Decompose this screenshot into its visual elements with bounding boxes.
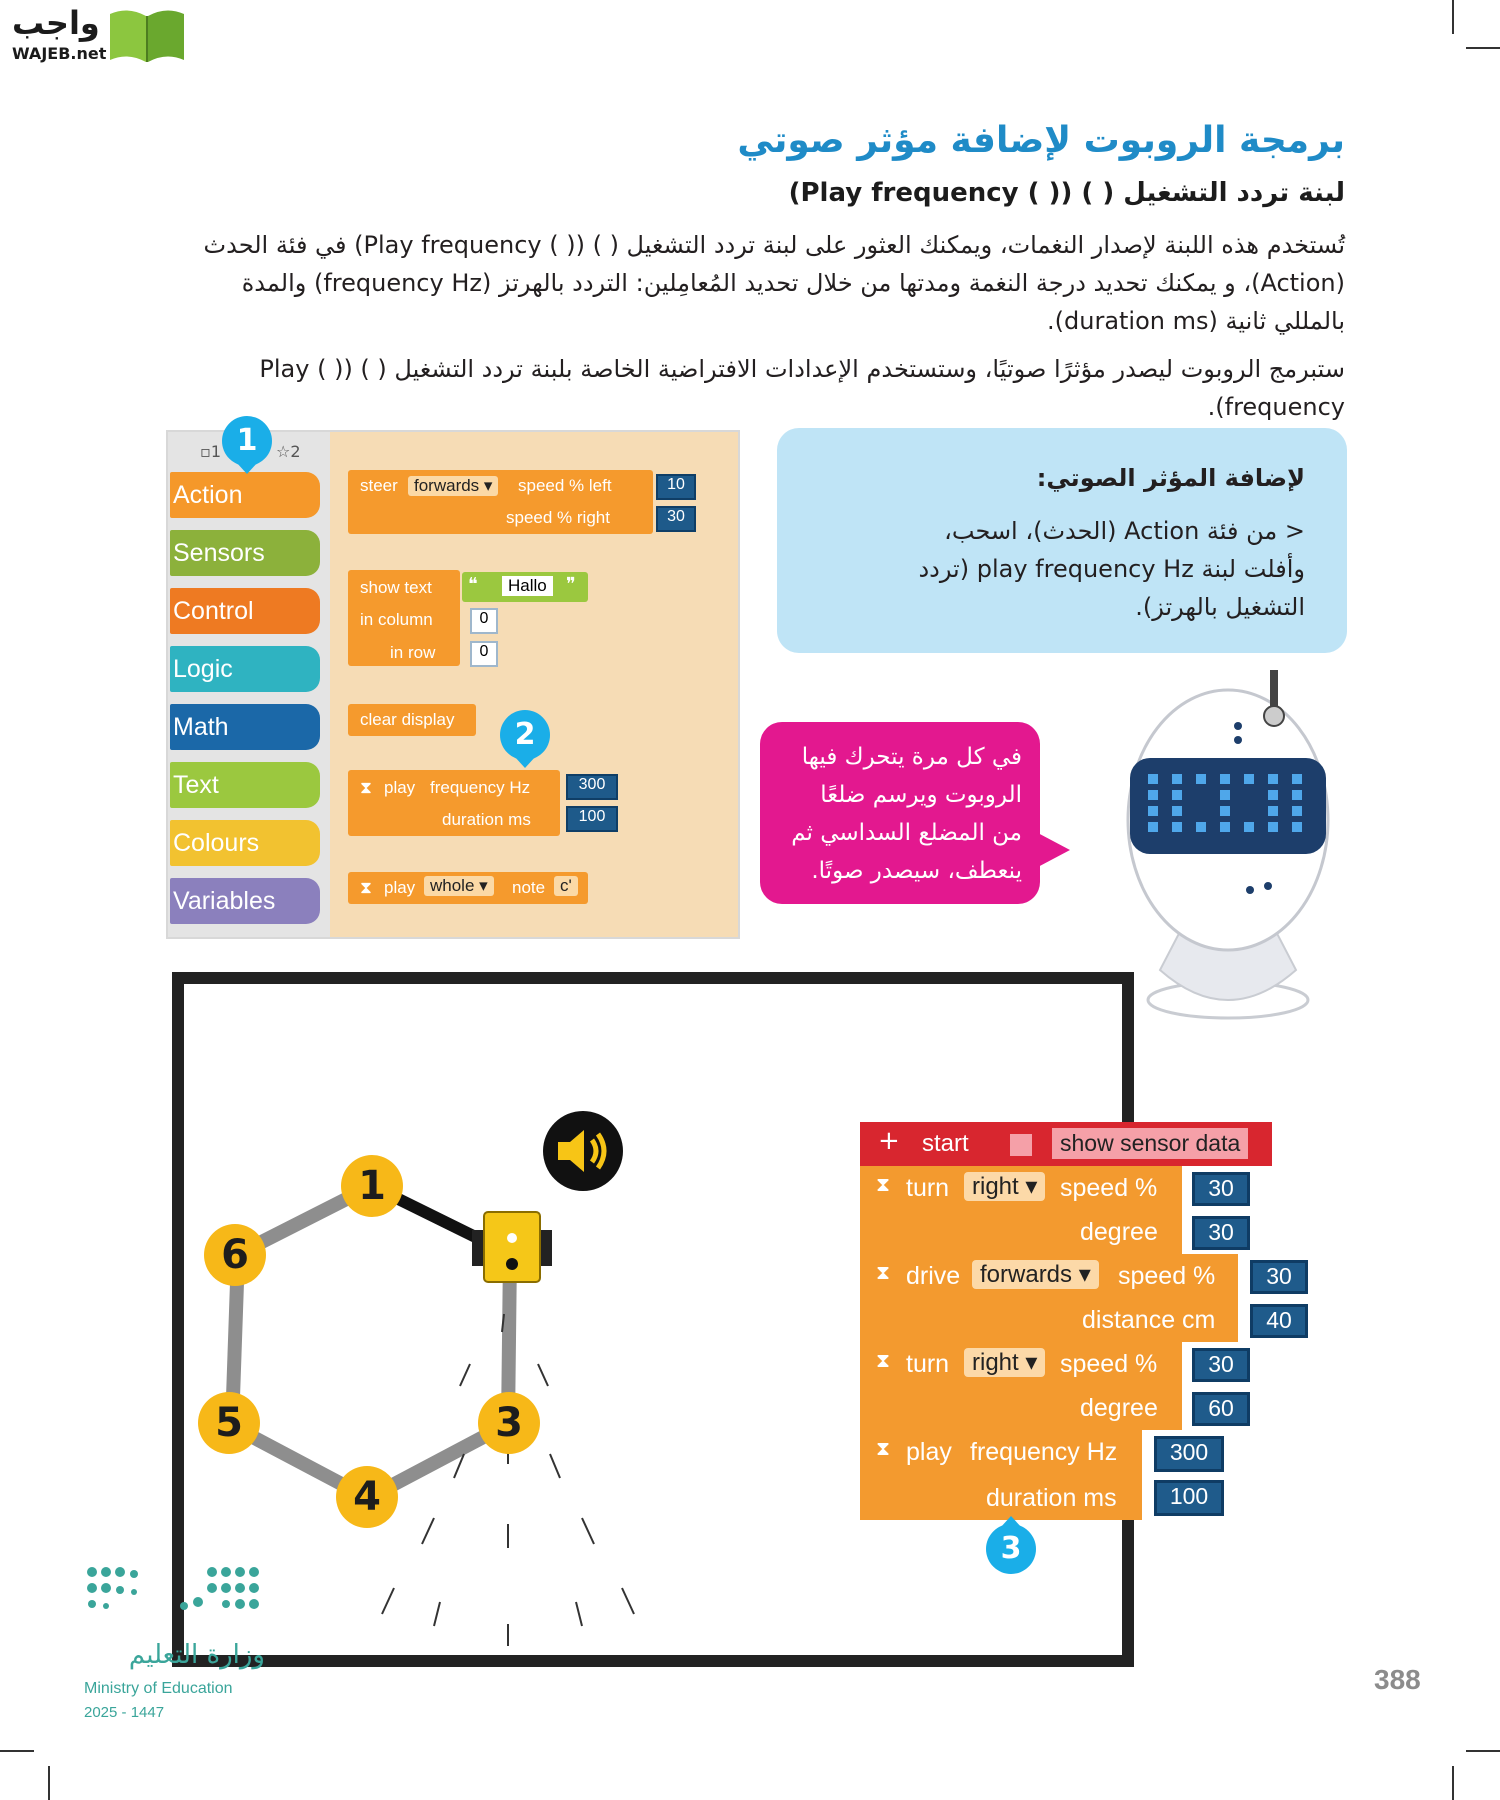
hourglass-icon: ⧗ bbox=[876, 1174, 891, 1196]
hourglass-icon: ⧗ bbox=[876, 1350, 891, 1372]
crop-mark bbox=[0, 1750, 34, 1752]
intro-paragraph: تُستخدم هذه اللبنة لإصدار النغمات، ويمكنك العثور على لبنة تردد التشغيل ( ) (( ) Play frequency) في فئة الحدث (Action)، و يمكنك تحديد درجة النغمة ومدتها من خلال تحديد المُعامِلين: التردد بالهرتز (frequency Hz) والمدة بالمللي ثانية (duration ms). bbox=[203, 231, 1345, 335]
turn2-speed-value[interactable]: 30 bbox=[1192, 1348, 1250, 1382]
play-note-block[interactable] bbox=[348, 872, 588, 904]
frequency-label: frequency Hz bbox=[970, 1438, 1118, 1466]
turn1-speed-value[interactable]: 30 bbox=[1192, 1172, 1250, 1206]
category-math[interactable]: Math bbox=[170, 704, 320, 750]
site-logo[interactable] bbox=[8, 4, 188, 66]
hexagon-vertex-5: 5 bbox=[198, 1392, 260, 1454]
turn-direction: right bbox=[972, 1349, 1019, 1376]
distance-label: distance cm bbox=[1082, 1306, 1216, 1334]
ministry-year: 2025 - 1447 bbox=[84, 1704, 165, 1721]
sensor-checkbox[interactable] bbox=[1010, 1134, 1032, 1156]
tab-1-label: 1 bbox=[210, 442, 222, 461]
hexagon-vertex-1: 1 bbox=[341, 1155, 403, 1217]
speech-line: ينعطف، سيصدر صوتًا. bbox=[811, 858, 1022, 884]
book-icon bbox=[106, 6, 188, 64]
show-text-label: show text bbox=[360, 578, 432, 597]
hourglass-icon: ⧗ bbox=[360, 878, 372, 897]
category-action[interactable]: Action bbox=[170, 472, 320, 518]
text-literal-block[interactable] bbox=[462, 572, 588, 602]
hourglass-icon: ⧗ bbox=[876, 1438, 891, 1460]
steer-direction: forwards bbox=[414, 476, 480, 495]
play-label: play bbox=[906, 1438, 952, 1466]
tab-2-label: 2 bbox=[290, 442, 301, 461]
drive-direction: forwards bbox=[980, 1261, 1073, 1288]
hexagon-vertex-4: 4 bbox=[336, 1466, 398, 1528]
speed-label: speed % bbox=[1060, 1174, 1158, 1202]
crop-mark bbox=[1452, 0, 1454, 34]
robot-car-icon bbox=[466, 1208, 558, 1292]
play-frequency-block[interactable] bbox=[348, 770, 560, 836]
drive-label: drive bbox=[906, 1262, 961, 1290]
category-colours[interactable]: Colours bbox=[170, 820, 320, 866]
step-badge-1: 1 bbox=[222, 416, 272, 466]
category-variables[interactable]: Variables bbox=[170, 878, 320, 924]
open-quote-icon: ❝ bbox=[468, 574, 478, 595]
play-label: play bbox=[384, 778, 416, 797]
turn2-degree-value[interactable]: 60 bbox=[1192, 1392, 1250, 1426]
turn-block-1[interactable] bbox=[860, 1166, 1182, 1254]
crop-mark bbox=[48, 1766, 50, 1800]
logo-site: WAJEB.net bbox=[12, 44, 107, 63]
speech-line: في كل مرة يتحرك فيها bbox=[801, 744, 1022, 770]
speed-label: speed % bbox=[1118, 1262, 1216, 1290]
duration-value[interactable]: 100 bbox=[566, 806, 618, 832]
close-quote-icon: ❞ bbox=[566, 574, 576, 595]
page-title: برمجة الروبوت لإضافة مؤثر صوتي bbox=[737, 120, 1345, 161]
ministry-name-ar: وزارة التعليم bbox=[128, 1640, 265, 1670]
badge-pointer bbox=[514, 756, 536, 768]
instruction-line: وأفلت لبنة play frequency Hz (تردد bbox=[918, 555, 1305, 583]
step-badge-3: 3 bbox=[986, 1524, 1036, 1574]
crop-mark bbox=[1466, 1750, 1500, 1752]
badge-pointer bbox=[236, 462, 258, 474]
program-play-frequency-block[interactable] bbox=[860, 1430, 1142, 1520]
note-label: note bbox=[512, 878, 546, 897]
row-value[interactable]: 0 bbox=[470, 641, 498, 667]
speech-pointer bbox=[1036, 832, 1070, 868]
note-length: whole bbox=[430, 876, 475, 895]
speech-line: من المضلع السداسي ثم bbox=[791, 820, 1022, 846]
speed-left-label: speed % left bbox=[518, 476, 612, 495]
ministry-name-en: Ministry of Education bbox=[84, 1680, 233, 1697]
program-frequency-value[interactable]: 300 bbox=[1154, 1436, 1224, 1472]
clear-display-label: clear display bbox=[360, 710, 455, 729]
clear-display-block[interactable] bbox=[348, 704, 476, 736]
instruction-line: < من فئة Action (الحدث)، اسحب، bbox=[944, 517, 1305, 545]
category-sensors[interactable]: Sensors bbox=[170, 530, 320, 576]
degree-label: degree bbox=[1080, 1394, 1158, 1422]
speech-line: الروبوت ويرسم ضلعًا bbox=[820, 782, 1022, 808]
instruction-title: لإضافة المؤثر الصوتي: bbox=[1036, 464, 1305, 492]
speech-text bbox=[772, 738, 1022, 890]
steer-direction-dropdown[interactable]: forwards ▾ bbox=[408, 476, 498, 496]
section-subtitle: لبنة تردد التشغيل ( ) (( ) Play frequency) bbox=[788, 178, 1345, 208]
turn-direction-dropdown[interactable]: right ▾ bbox=[964, 1172, 1045, 1201]
turn1-degree-value[interactable]: 30 bbox=[1192, 1216, 1250, 1250]
turn-block-2[interactable] bbox=[860, 1342, 1182, 1430]
duration-label: duration ms bbox=[986, 1484, 1117, 1512]
ministry-logo-icon bbox=[84, 1562, 266, 1626]
hexagon-vertex-3: 3 bbox=[478, 1392, 540, 1454]
duration-label: duration ms bbox=[442, 810, 531, 829]
drive-speed-value[interactable]: 30 bbox=[1250, 1260, 1308, 1294]
start-label: start bbox=[922, 1130, 969, 1157]
tab-1[interactable]: ▫1 bbox=[200, 442, 222, 461]
steer-right-value[interactable]: 30 bbox=[656, 506, 696, 532]
frequency-label: frequency Hz bbox=[430, 778, 531, 797]
badge-pointer bbox=[1000, 1516, 1022, 1528]
hexagon-vertex-6: 6 bbox=[204, 1224, 266, 1286]
tab-2[interactable]: ☆2 bbox=[276, 442, 301, 461]
text-literal-value[interactable]: Hallo bbox=[502, 576, 553, 596]
steer-block[interactable] bbox=[348, 470, 653, 534]
hourglass-icon: ⧗ bbox=[360, 778, 372, 797]
hourglass-icon: ⧗ bbox=[876, 1262, 891, 1284]
page-number: 388 bbox=[1374, 1664, 1421, 1695]
column-value[interactable]: 0 bbox=[470, 608, 498, 634]
category-logic[interactable]: Logic bbox=[170, 646, 320, 692]
turn-direction-dropdown[interactable]: right ▾ bbox=[964, 1348, 1045, 1377]
note-length-dropdown[interactable]: whole ▾ bbox=[424, 876, 494, 896]
steer-label: steer bbox=[360, 476, 398, 495]
turn-label: turn bbox=[906, 1350, 950, 1378]
instruction-line: التشغيل بالهرتز). bbox=[1135, 593, 1305, 621]
instruction-steps bbox=[800, 512, 1305, 626]
in-row-label: in row bbox=[390, 643, 436, 662]
crop-mark bbox=[1452, 1766, 1454, 1800]
steer-left-value[interactable]: 10 bbox=[656, 474, 696, 500]
plus-icon: + bbox=[878, 1126, 900, 1156]
turn-direction: right bbox=[972, 1173, 1019, 1200]
program-duration-value[interactable]: 100 bbox=[1154, 1480, 1224, 1516]
category-text[interactable]: Text bbox=[170, 762, 320, 808]
sensor-data-label: show sensor data bbox=[1052, 1128, 1248, 1159]
play-note-label: play bbox=[384, 878, 416, 897]
in-column-label: in column bbox=[360, 610, 433, 629]
drive-distance-value[interactable]: 40 bbox=[1250, 1304, 1308, 1338]
category-control[interactable]: Control bbox=[170, 588, 320, 634]
crop-mark bbox=[1466, 47, 1500, 49]
show-text-block[interactable] bbox=[348, 570, 460, 666]
note-value[interactable]: c' bbox=[554, 876, 578, 896]
drive-direction-dropdown[interactable]: forwards ▾ bbox=[972, 1260, 1099, 1289]
step-badge-2: 2 bbox=[500, 710, 550, 760]
speed-label: speed % bbox=[1060, 1350, 1158, 1378]
start-block[interactable] bbox=[860, 1122, 1272, 1166]
turn-label: turn bbox=[906, 1174, 950, 1202]
logo-word: واجب bbox=[12, 4, 100, 42]
drive-block[interactable] bbox=[860, 1254, 1238, 1342]
robot-mascot-icon bbox=[1110, 670, 1350, 1022]
frequency-value[interactable]: 300 bbox=[566, 774, 618, 800]
task-paragraph: ستبرمج الروبوت ليصدر مؤثرًا صوتيًا، وستستخدم الإعدادات الافتراضية الخاصة بلبنة تردد التشغيل ( ) (( ) Play frequency). bbox=[259, 355, 1345, 421]
degree-label: degree bbox=[1080, 1218, 1158, 1246]
speaker-icon bbox=[542, 1110, 624, 1192]
speed-right-label: speed % right bbox=[506, 508, 610, 527]
